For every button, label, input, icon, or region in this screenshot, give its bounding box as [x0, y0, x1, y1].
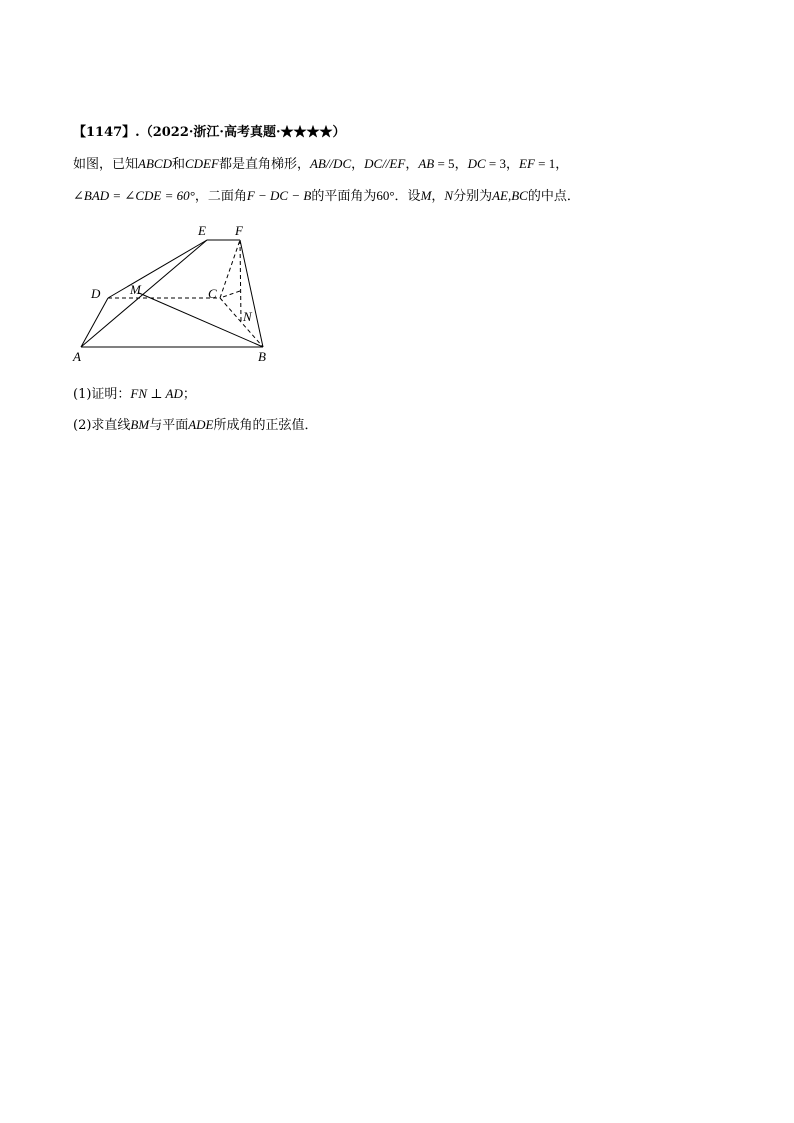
math-ab-value: = 5 — [434, 156, 455, 171]
math-dc-parallel-ef: DC//EF — [364, 156, 406, 171]
segment-fn-hidden — [240, 240, 241, 322]
auxiliary-hidden — [220, 291, 240, 298]
text: 都是直角梯形， — [218, 157, 310, 172]
math-n: N — [444, 188, 454, 203]
edge-de — [108, 240, 207, 298]
text: ．设 — [394, 189, 421, 204]
math-60deg: 60° — [376, 188, 395, 203]
math-abcd: ABCD — [138, 156, 172, 171]
question-1 — [73, 385, 196, 404]
geometry-figure — [70, 218, 280, 368]
text: ，二面角 — [194, 189, 247, 204]
label-f: F — [235, 223, 243, 238]
math-ef-value: = 1 — [534, 156, 556, 171]
text: 如图，已知 — [73, 157, 139, 172]
math-dihedral: F − DC − B — [246, 188, 312, 203]
text: 与平面 — [149, 418, 189, 433]
label-b: B — [258, 349, 266, 364]
problem-statement-line-2 — [73, 187, 580, 206]
label-c: C — [208, 286, 217, 301]
problem-statement-line-1 — [73, 155, 568, 174]
edge-ad — [81, 298, 108, 347]
text: ， — [505, 157, 519, 172]
label-d: D — [91, 286, 101, 301]
text: ； — [182, 387, 196, 402]
edge-cb-hidden — [220, 298, 263, 347]
question-2 — [73, 416, 318, 435]
text: ， — [555, 157, 569, 172]
math-ade: ADE — [188, 417, 214, 432]
text: ， — [454, 157, 468, 172]
text: 和 — [171, 157, 185, 172]
problem-header: 【1147】.（2022·浙江·高考真题·★★★★） — [73, 125, 346, 140]
math-ab-parallel-dc: AB//DC — [309, 156, 352, 171]
math-ab: AB — [418, 156, 435, 171]
label-e: E — [198, 223, 206, 238]
math-angles: ∠BAD = ∠CDE = 60° — [73, 188, 195, 203]
text: 所成角的正弦值． — [213, 418, 318, 433]
text: (1)证明： — [73, 387, 131, 402]
edge-cf-hidden — [220, 240, 240, 298]
math-dc-value: = 3 — [485, 156, 506, 171]
math-bm: BM — [130, 417, 150, 432]
text: ， — [431, 189, 445, 204]
text: 的中点． — [527, 189, 580, 204]
label-a: A — [73, 349, 81, 364]
text: ， — [351, 157, 365, 172]
text: 的平面角为 — [311, 189, 377, 204]
label-n: N — [243, 309, 252, 324]
math-m: M — [420, 188, 432, 203]
text: ， — [405, 157, 419, 172]
math-cdef: CDEF — [184, 156, 219, 171]
math-ef: EF — [519, 156, 535, 171]
text: (2)求直线 — [73, 418, 131, 433]
math-ae-bc: AE,BC — [492, 188, 528, 203]
text: 分别为 — [453, 189, 493, 204]
edge-fb — [240, 240, 263, 347]
math-fn-perp-ad: FN ⊥ AD — [130, 386, 183, 401]
label-m: M — [130, 282, 141, 297]
math-dc: DC — [467, 156, 486, 171]
